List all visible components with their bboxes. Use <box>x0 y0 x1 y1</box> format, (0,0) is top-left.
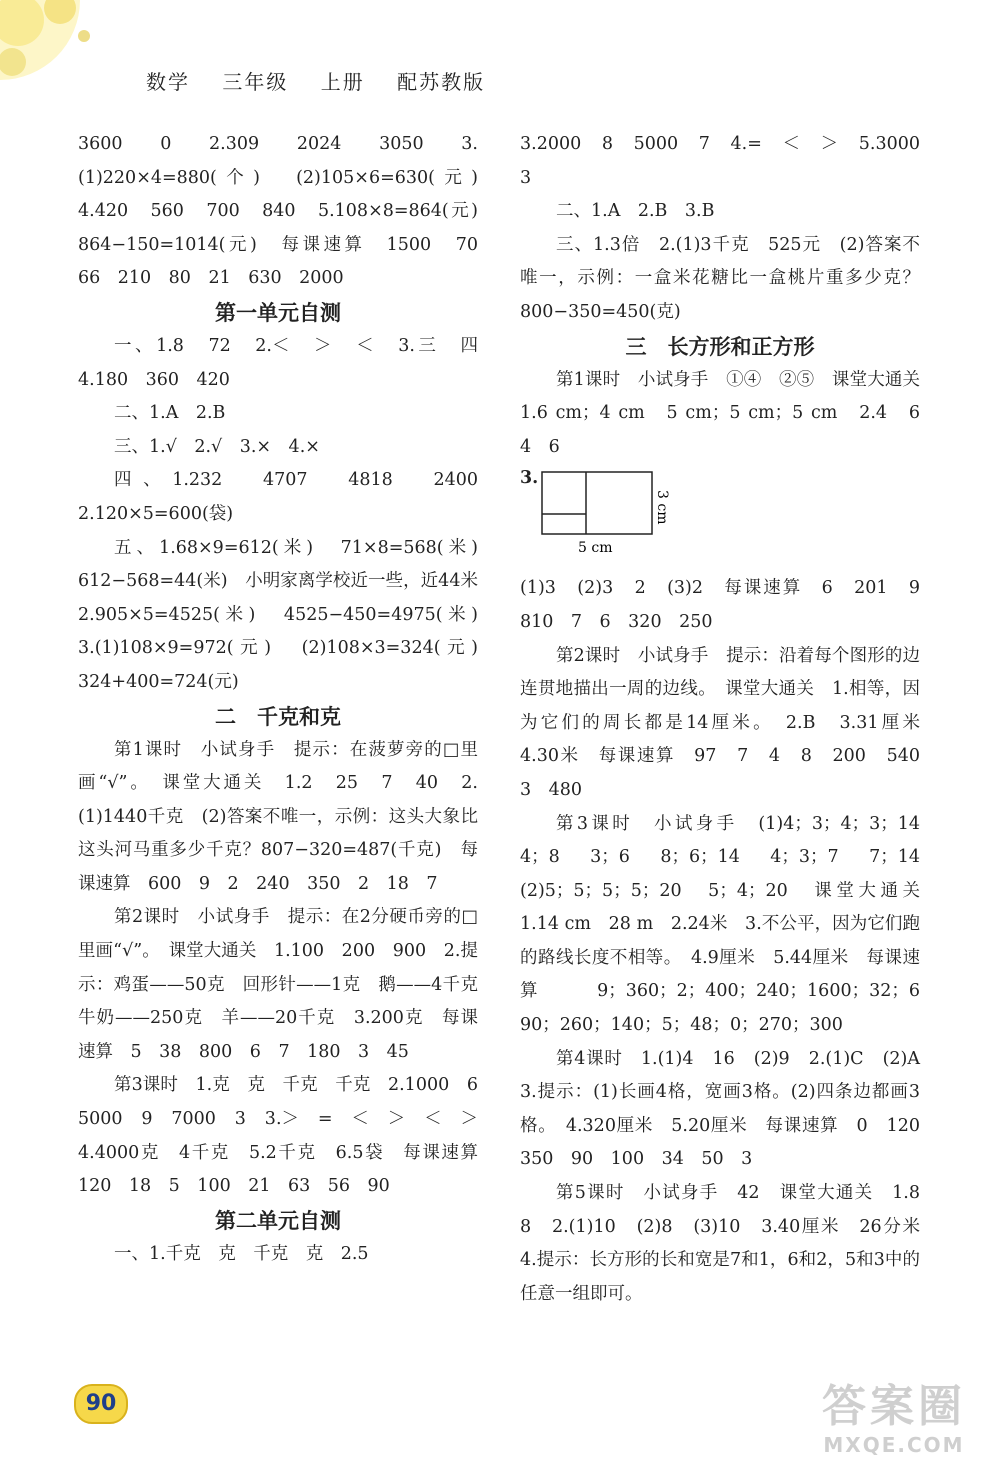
rectangle-figure <box>520 464 920 572</box>
section-heading: 二 千克和克 <box>215 703 341 729</box>
answer-paragraph: 三、1.√ 2.√ 3.× 4.× <box>114 436 320 457</box>
right-column <box>520 128 938 1311</box>
page-number-badge: 90 <box>74 1384 128 1424</box>
width-label: 5 cm <box>578 540 613 557</box>
watermark-url: MXQE.COM <box>823 1433 965 1457</box>
corner-decoration <box>0 0 120 100</box>
watermark-title: 答案圈 <box>822 1381 966 1432</box>
answer-paragraph: 一、1.8 72 2.＜ ＞ ＜ 3.三 四 4.180 360 420 <box>78 335 496 390</box>
answer-paragraph: 3600 0 2.309 2024 3050 3.(1)220×4=880(个) (2)105×6=630(元) 4.420 560 700 840 5.108×8=864(元) 864−150=1014(元) 每课速算 1500 70 66 210 80 21 630 2000 <box>78 134 496 289</box>
answer-paragraph: 二、1.A 2.B 3.B <box>556 201 715 222</box>
height-label: 3 cm <box>654 490 670 525</box>
figure-number: 3. <box>520 468 539 489</box>
answer-paragraph: 第4课时 1.(1)4 16 (2)9 2.(1)C (2)A 3.提示：(1)长画4格，宽画3格。(2)四条边都画3格。 4.320厘米 5.20厘米 每课速算 0 120 350 90 100 34 50 3 <box>520 1048 938 1170</box>
section-heading: 三 长方形和正方形 <box>625 333 815 359</box>
section-heading: 第二单元自测 <box>215 1207 341 1233</box>
answer-paragraph: 3.2000 8 5000 7 4.= ＜ ＞ 5.3000 3 <box>520 134 938 188</box>
answer-paragraph: (1)3 (2)3 2 (3)2 每课速算 6 201 9 810 7 6 320 250 <box>520 578 938 632</box>
rectangle-diagram <box>538 470 678 570</box>
section-heading: 第一单元自测 <box>215 299 341 325</box>
answer-paragraph: 第2课时 小试身手 提示：沿着每个图形的边连贯地描出一周的边线。 课堂大通关 1.相等，因为它们的周长都是14厘米。 2.B 3.31厘米 4.30米 每课速算 97 7 4 8 200 540 3 480 <box>520 645 938 800</box>
answer-paragraph: 第3课时 1.克 克 千克 千克 2.1000 6 5000 9 7000 3 3.＞ = ＜ ＞ ＜ ＞ 4.4000克 4千克 5.2千克 6.5袋 每课速算 120 18 5 100 21 63 56 90 <box>78 1075 496 1197</box>
answer-paragraph: 第5课时 小试身手 42 课堂大通关 1.8 8 2.(1)10 (2)8 (3)10 3.40厘米 26分米 4.提示：长方形的长和宽是7和1，6和2，5和3中的任意一组即可。 <box>520 1183 938 1304</box>
answer-paragraph: 二、1.A 2.B <box>114 403 226 424</box>
left-column <box>78 128 496 1271</box>
watermark <box>796 1382 992 1466</box>
answer-paragraph: 第2课时 小试身手 提示：在2分硬币旁的□里画“√”。 课堂大通关 1.100 200 900 2.提示：鸡蛋——50克 回形针——1克 鹅——4千克 牛奶——250克 羊——20千克 3.200克 每课速算 5 38 800 6 7 180 3 45 <box>78 907 496 1062</box>
answer-paragraph: 四、1.232 4707 4818 2400 2.120×5=600(袋) <box>78 470 496 524</box>
answer-paragraph: 三、1.3倍 2.(1)3千克 525元 (2)答案不唯一，示例：一盒米花糖比一盒桃片重多少克？800−350=450(克) <box>520 234 920 322</box>
answer-paragraph: 第3课时 小试身手 (1)4；3；4；3；14 4；8 3；6 8；6；14 4；3；7 7；14 (2)5；5；5；5；20 5；4；20 课堂大通关 1.14 cm 28 m 2.24米 3.不公平，因为它们跑的路线长度不相等。 4.9厘米 5.44厘米 每课速算 9；360；2；400；240；1600；32；6 90；260；140；5；48；0；270；300 <box>520 813 938 1036</box>
answer-paragraph: 第1课时 小试身手 ①④ ②⑤ 课堂大通关 1.6 cm；4 cm 5 cm；5 cm；5 cm 2.4 6 4 6 <box>520 369 938 457</box>
answer-paragraph: 第1课时 小试身手 提示：在菠萝旁的□里画“√”。 课堂大通关 1.2 25 7 40 2.(1)1440千克 (2)答案不唯一，示例：这头大象比这头河马重多少千克？807−320=487(千克) 每课速算 600 9 2 240 350 2 18 7 <box>78 739 478 894</box>
answer-paragraph: 一、1.千克 克 千克 克 2.5 <box>114 1243 369 1264</box>
answer-paragraph: 五、1.68×9=612(米) 71×8=568(米) 612−568=44(米) 小明家离学校近一些，近44米 2.905×5=4525(米) 4525−450=4975(米) 3.(1)108×9=972(元) (2)108×3=324(元) 324+400=724(元) <box>78 537 496 692</box>
page-header: 数学 三年级 上册 配苏教版 <box>146 70 486 94</box>
